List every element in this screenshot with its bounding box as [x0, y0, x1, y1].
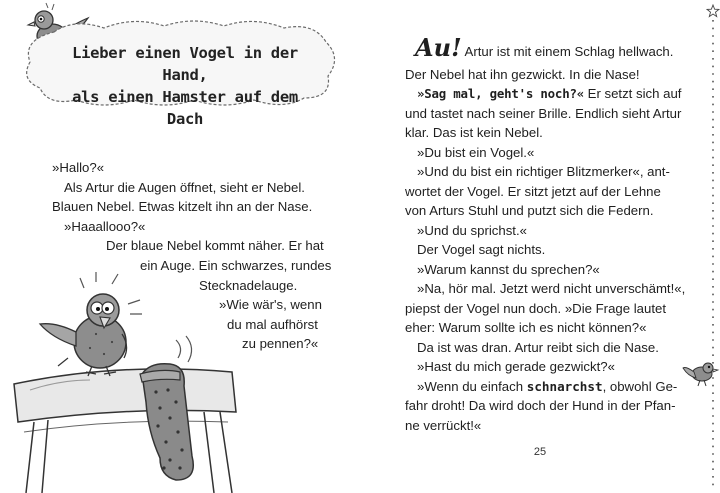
chapter-title	[50, 42, 320, 130]
star-icon	[706, 4, 720, 18]
text-line: »Warum kannst du sprechen?«	[417, 262, 600, 277]
text-line	[417, 84, 681, 104]
text-line: »Du bist ein Vogel.«	[417, 145, 535, 160]
text-line: fahr droht! Da wird doch der Hund in der Pfan-	[405, 398, 676, 413]
text-line: zu pennen?«	[242, 336, 319, 351]
text-line: Der Nebel hat ihn gezwickt. In die Nase!	[405, 67, 640, 82]
text-line: piepst der Vogel nun doch. »Die Frage lautet	[405, 301, 666, 316]
text-line: klar. Das ist kein Nebel.	[405, 125, 543, 140]
text-line: »Hast du mich gerade gezwickt?«	[417, 359, 615, 374]
chair-bird-sock-illustration	[0, 262, 250, 493]
text-span: Artur ist mit einem Schlag hellwach.	[461, 44, 674, 59]
text-line: »Und du sprichst.«	[417, 223, 527, 238]
text-line: »Wie wär's, wenn	[219, 297, 322, 312]
text-span: »Wenn du einfach	[417, 379, 527, 394]
text-line	[417, 377, 677, 397]
text-line: Als Artur die Augen öffnet, sieht er Nebel.	[64, 180, 305, 195]
right-page	[360, 0, 720, 493]
chapter-title-line-2: als einen Hamster auf dem Dach	[72, 88, 298, 128]
text-line: und tastet nach seiner Brille. Endlich sieht Artur	[405, 106, 682, 121]
text-line: Da ist was dran. Artur reibt sich die Nase.	[417, 340, 659, 355]
bold-dialogue: »Sag mal, geht's noch?«	[417, 86, 584, 101]
bold-snore-word: schnarchst	[526, 379, 603, 394]
text-line: ein Auge. Ein schwarzes, rundes	[140, 258, 332, 273]
text-line: wortet der Vogel. Er sitzt jetzt auf der Lehne	[405, 184, 661, 199]
dotted-margin-line	[710, 20, 716, 490]
text-line: eher: Warum sollte ich es nicht können?«	[405, 320, 647, 335]
text-line: ne verrückt!«	[405, 418, 482, 433]
text-span: , obwohl Ge-	[602, 379, 678, 394]
text-line: »Haaallooo?«	[64, 219, 146, 234]
text-line: Der blaue Nebel kommt näher. Er hat	[106, 238, 324, 253]
text-line: von Arturs Stuhl und putzt sich die Federn.	[405, 203, 654, 218]
text-line: Blauen Nebel. Etwas kitzelt ihn an der Nase.	[52, 199, 313, 214]
page-number: 25	[533, 446, 547, 458]
text-line-au	[415, 33, 674, 62]
text-line: du mal aufhörst	[227, 317, 318, 332]
text-line: »Und du bist ein richtiger Blitzmerker«, ant-	[417, 164, 670, 179]
text-line: Stecknadelauge.	[199, 278, 298, 293]
bird-icon-margin	[682, 358, 720, 388]
chapter-title-line-1: Lieber einen Vogel in der Hand,	[72, 44, 298, 84]
text-line: »Hallo?«	[52, 160, 105, 175]
au-exclamation: Au!	[415, 33, 462, 62]
text-span: Er setzt sich auf	[583, 86, 682, 101]
text-line: Der Vogel sagt nichts.	[417, 242, 546, 257]
text-line: »Na, hör mal. Jetzt werd nicht unverschämt!«,	[417, 281, 686, 296]
